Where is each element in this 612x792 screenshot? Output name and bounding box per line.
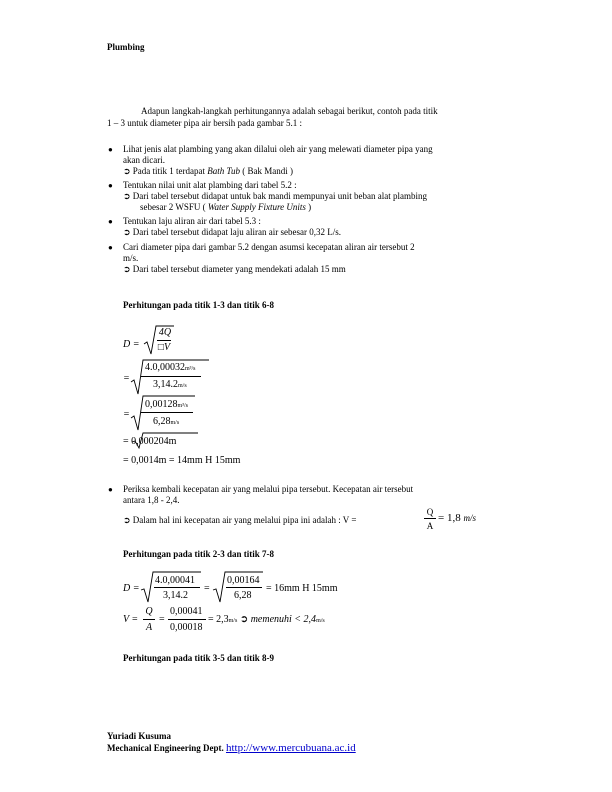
- eq2-lhs: =: [123, 373, 130, 384]
- check-sub: ➲ Dalam hal ini kecepatan air yang melalui pipa ini adalah : V =: [123, 515, 357, 525]
- v-q: Q: [145, 606, 153, 617]
- section-1-heading: Perhitungan pada titik 1-3 dan titik 6-8: [123, 300, 275, 310]
- section-3-heading: Perhitungan pada titik 3-5 dan titik 8-9: [123, 653, 275, 663]
- bullet-3-sub: ➲ Dari tabel tersebut didapat laju aliran air sebesar 0,32 L/s.: [123, 227, 341, 237]
- eq5: = 0,0014m = 14mm H 15mm: [123, 455, 241, 466]
- bullet-icon: ●: [108, 243, 113, 252]
- bullet-3-line-1: Tentukan laju aliran air dari tabel 5.3 :: [123, 216, 261, 226]
- eq3-lhs: =: [123, 409, 130, 420]
- arrow-icon: ➲: [123, 515, 131, 525]
- footer-url-link[interactable]: http://www.mercubuana.ac.id: [226, 742, 356, 754]
- arrow-icon: ➲: [123, 191, 131, 201]
- d-fraction-bar-1: [154, 587, 200, 588]
- eq2-fraction-bar: [141, 376, 201, 377]
- eq3-den: 6,28m/s: [153, 416, 180, 427]
- bullet-1-line-1: Lihat jenis alat plambing yang akan dilalui oleh air yang melewati diameter pipa yang: [123, 144, 433, 154]
- v-den: 0,00018: [170, 622, 203, 633]
- eq2-den: 3,14.2m/s: [153, 379, 187, 390]
- arrow-icon: ➲: [123, 166, 131, 176]
- footer-author: Yuriadi Kusuma: [107, 731, 171, 741]
- d-fraction-bar-2: [226, 587, 262, 588]
- v-fraction-bar-2: [168, 619, 206, 620]
- bullet-2-sub: ➲ Dari tabel tersebut didapat untuk bak mandi mempunyai unit beban alat plambing: [123, 191, 427, 201]
- check-fraction-bar: [424, 518, 436, 519]
- arrow-icon: ➲: [123, 264, 131, 274]
- d-num-1: 4.0,00041: [155, 575, 195, 586]
- eq1-lhs: D =: [123, 339, 140, 350]
- bullet-2-line-1: Tentukan nilai unit alat plambing dari tabel 5.2 :: [123, 180, 297, 190]
- intro-line-1: Adapun langkah-langkah perhitungannya adalah sebagai berikut, contoh pada titik: [141, 106, 438, 116]
- check-result: = 1,8 m/s: [438, 512, 476, 524]
- eq1-den: □V: [157, 342, 171, 353]
- eq1-num: 4Q: [158, 327, 172, 338]
- eq1-fraction-bar: [157, 340, 171, 341]
- footer-dept: Mechanical Engineering Dept.: [107, 743, 224, 753]
- page-header: Plumbing: [107, 42, 145, 52]
- v-fraction-bar-1: [143, 619, 155, 620]
- v-a: A: [145, 622, 153, 633]
- bullet-1-line-2: akan dicari.: [123, 155, 165, 165]
- d-eq: =: [204, 583, 210, 594]
- bullet-4-line-2: m/s.: [123, 253, 139, 263]
- bullet-4-line-1: Cari diameter pipa dari gambar 5.2 dengan asumsi kecepatan aliran air tersebut 2: [123, 242, 415, 252]
- check-line-2: antara 1,8 - 2,4.: [123, 495, 180, 505]
- footer-dept-line: [107, 742, 356, 754]
- arrow-icon: ➲: [239, 614, 249, 625]
- eq3-num: 0,00128m³/s: [145, 399, 188, 410]
- bullet-1-sub: ➲ Pada titik 1 terdapat Bath Tub ( Bak Mandi ): [123, 166, 294, 176]
- bullet-icon: ●: [108, 485, 113, 494]
- check-line-1: Periksa kembali kecepatan air yang melalui pipa tersebut. Kecepatan air tersebut: [123, 484, 414, 494]
- eq3-fraction-bar: [141, 412, 193, 413]
- d-result: = 16mm H 15mm: [266, 583, 338, 594]
- check-q: Q: [426, 507, 434, 517]
- arrow-icon: ➲: [123, 227, 131, 237]
- d-lhs: D =: [123, 583, 140, 594]
- d-den-2: 6,28: [234, 590, 252, 601]
- eq2-num: 4.0,00032m³/s: [145, 362, 196, 373]
- bullet-icon: ●: [108, 181, 113, 190]
- v-lhs: V =: [123, 614, 139, 625]
- bullet-icon: ●: [108, 217, 113, 226]
- section-2-heading: Perhitungan pada titik 2-3 dan titik 7-8: [123, 549, 275, 559]
- bullet-icon: ●: [108, 145, 113, 154]
- v-num: 0,00041: [170, 606, 203, 617]
- v-eq: =: [159, 614, 165, 625]
- intro-line-2: 1 – 3 untuk diameter pipa air bersih pada gambar 5.1 :: [107, 118, 302, 128]
- v-result: = 2,3m/s ➲ memenuhi < 2,4m/s: [208, 614, 325, 625]
- d-num-2: 0,00164: [227, 575, 260, 586]
- bullet-4-sub: ➲ Dari tabel tersebut diameter yang mendekati adalah 15 mm: [123, 264, 346, 274]
- eq4: = 0,000204m: [123, 436, 177, 447]
- check-a: A: [426, 521, 434, 531]
- d-den-1: 3,14.2: [163, 590, 188, 601]
- bullet-2-sub-2: sebesar 2 WSFU ( Water Supply Fixture Units ): [140, 202, 312, 212]
